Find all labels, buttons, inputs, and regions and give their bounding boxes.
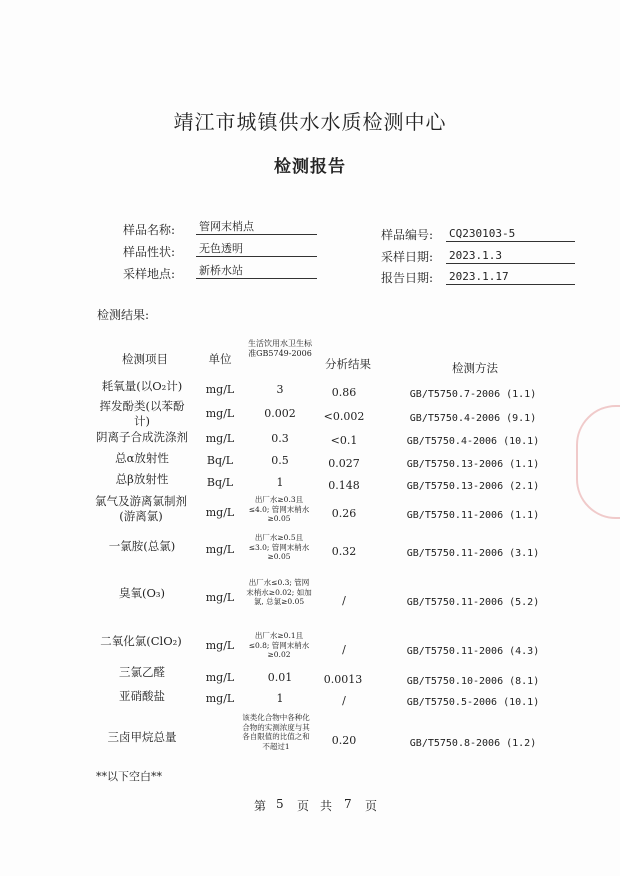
row-standard: 1 [276,476,284,489]
row-unit: mg/L [205,543,235,556]
row-result: 0.027 [328,457,360,470]
row-method: GB/T5750.10-2006 (8.1) [406,676,540,687]
row-result: 0.32 [331,545,357,558]
sample-no-label: 样品编号: [381,228,434,242]
sample-name-value: 管网末梢点 [196,219,317,235]
row-unit: mg/L [205,506,235,519]
row-unit: mg/L [205,407,235,420]
row-item: 总α放射性 [115,451,169,465]
row-method: GB/T5750.11-2006 (1.1) [406,510,540,521]
row-result: 0.148 [328,479,360,492]
row-result: 0.86 [331,386,357,399]
row-item: 总β放射性 [115,472,169,486]
row-standard: 出厂水≥0.1且≤0.8; 管网末梢水≥0.02 [248,631,310,659]
row-item: 三氯乙醛 [119,665,165,679]
sample-name-label: 样品名称: [123,223,176,237]
row-unit: mg/L [205,383,235,396]
row-standard: 0.5 [271,454,289,467]
row-method: GB/T5750.13-2006 (2.1) [406,481,540,492]
row-standard: 0.002 [264,407,296,420]
row-item: 氯气及游离氯制剂(游离氯) [95,494,187,523]
row-result: 0.26 [331,507,357,520]
row-standard: 0.3 [271,432,289,445]
row-item: 耗氧量(以O₂计) [101,379,183,393]
row-standard: 3 [276,383,284,396]
report-date-label: 报告日期: [381,271,434,285]
row-item: 三卤甲烷总量 [107,730,177,744]
row-standard: 1 [276,692,284,705]
row-item: 阴离子合成洗涤剂 [96,430,188,444]
row-result: <0.1 [330,434,358,447]
row-standard: 出厂水≤0.3; 管网末梢水≥0.02; 如加氯, 总氯≥0.05 [246,578,312,606]
row-result: / [342,643,346,656]
row-unit: Bq/L [206,476,234,489]
location-value: 新桥水站 [196,263,317,279]
row-unit: mg/L [205,671,235,684]
sample-no-value: CQ230103-5 [446,226,575,242]
blank-note: **以下空白** [96,770,162,783]
header-standard: 生活饮用水卫生标准GB5749-2006 [248,339,312,358]
row-unit: mg/L [205,591,235,604]
report-title: 检测报告 [274,157,346,177]
seal-stamp [576,405,620,519]
row-method: GB/T5750.4-2006 (9.1) [409,413,537,424]
page-label-end: 页 [365,799,378,813]
row-method: GB/T5750.13-2006 (1.1) [406,459,540,470]
row-unit: mg/L [205,432,235,445]
row-method: GB/T5750.5-2006 (10.1) [406,697,540,708]
page-label-total: 共 [320,799,333,813]
row-result: 0.0013 [323,673,363,686]
row-method: GB/T5750.4-2006 (10.1) [406,436,540,447]
row-method: GB/T5750.8-2006 (1.2) [409,738,537,749]
page-label-page: 页 [297,799,310,813]
header-result: 分析结果 [325,357,371,371]
row-unit: mg/L [205,692,235,705]
report-date-value: 2023.1.17 [446,269,575,285]
row-result: <0.002 [323,410,365,423]
row-method: GB/T5750.7-2006 (1.1) [409,389,537,400]
row-result: 0.20 [331,734,357,747]
row-result: / [342,694,346,707]
sampling-date-label: 采样日期: [381,250,434,264]
sample-nature-label: 样品性状: [123,245,176,259]
row-item: 亚硝酸盐 [119,689,165,703]
sampling-date-value: 2023.1.3 [446,248,575,264]
header-item: 检测项目 [122,352,168,366]
page-total: 7 [344,797,352,811]
results-label: 检测结果: [97,308,150,322]
row-standard: 出厂水≥0.5且≤3.0; 管网末梢水≥0.05 [248,533,310,561]
row-item: 挥发酚类(以苯酚计) [99,399,185,428]
row-unit: mg/L [205,639,235,652]
header-method: 检测方法 [452,361,498,375]
row-method: GB/T5750.11-2006 (5.2) [406,597,540,608]
row-item: 二氧化氯(ClO₂) [100,634,182,648]
page-label-first: 第 [254,799,267,813]
row-standard: 该类化合物中各种化合物的实测浓度与其各自限值的比值之和不超过1 [242,713,310,751]
row-item: 一氯胺(总氯) [108,539,176,553]
row-result: / [342,594,346,607]
location-label: 采样地点: [123,267,176,281]
row-method: GB/T5750.11-2006 (3.1) [406,548,540,559]
row-method: GB/T5750.11-2006 (4.3) [406,646,540,657]
row-item: 臭氧(O₃) [118,586,165,600]
page-current: 5 [276,797,284,811]
org-title: 靖江市城镇供水水质检测中心 [173,110,447,134]
row-standard: 0.01 [267,671,293,684]
header-unit: 单位 [208,352,232,366]
row-standard: 出厂水≥0.3且≤4.0; 管网末梢水≥0.05 [248,495,310,523]
row-unit: Bq/L [206,454,234,467]
sample-nature-value: 无色透明 [196,241,317,257]
